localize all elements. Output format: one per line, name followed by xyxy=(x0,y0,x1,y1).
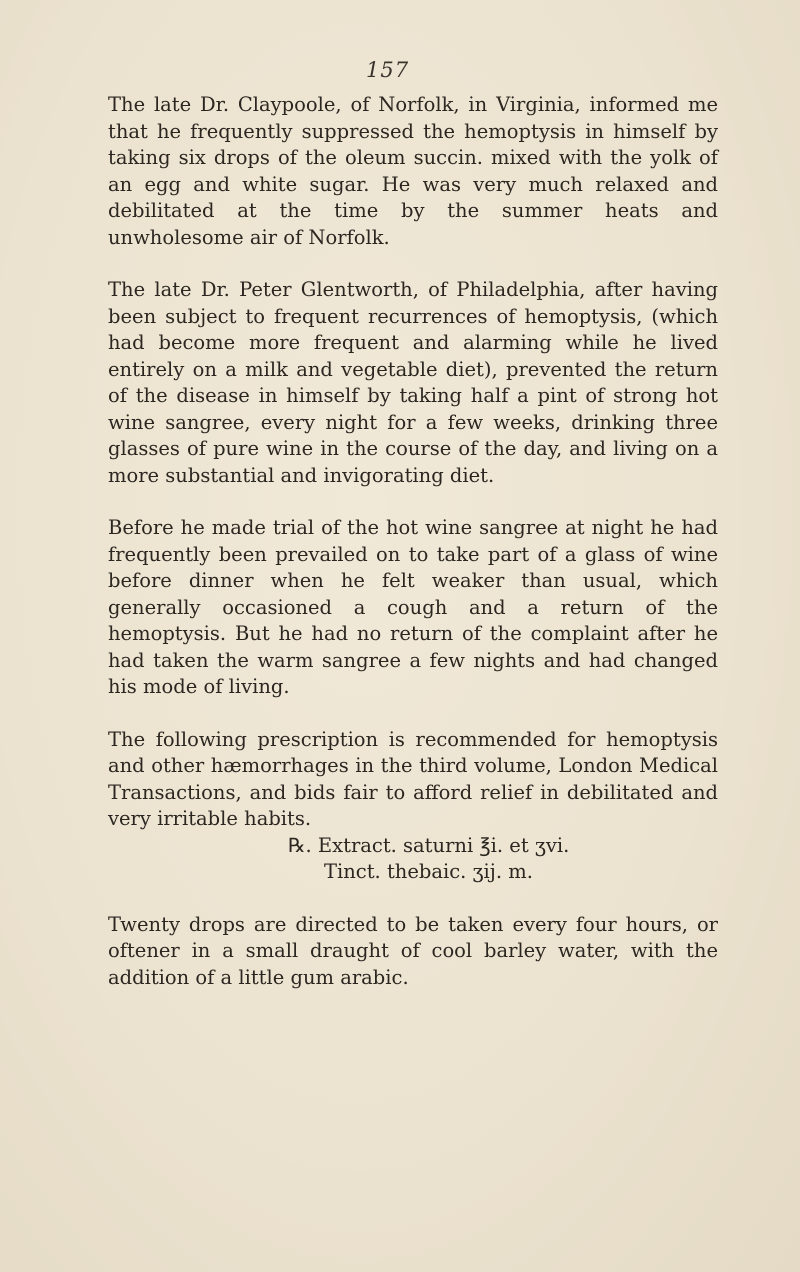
paragraph-glentworth: The late Dr. Peter Glentworth, of Philadelphia, after having been subject to frequent recurrences of hemoptysis, (which had become more frequent and alarming while he lived entirely on a milk and vegetable diet), prevented the return of the disease in himself by taking half a pint of strong hot wine sangree, every night for a few weeks, drinking three glasses of pure wine in the course of the day, and living on a more substantial and invigorating diet. xyxy=(108,278,718,487)
page-number: 157 xyxy=(366,58,410,82)
prescription-line-2: Tinct. thebaic. ʒij. m. xyxy=(324,860,533,883)
paragraph-sangree-trial: Before he made trial of the hot wine sangree at night he had frequently been prevailed on to take part of a glass of wine before dinner when he felt weaker than usual, which generally occasioned a cough and a return of the hemoptysis. But he had no return of the complaint after he had taken the warm sangree a few nights and had changed his mode of living. xyxy=(108,516,718,698)
prescription-line-1: ℞. Extract. saturni ℥i. et ʒvi. xyxy=(288,833,570,857)
paragraph-claypoole: The late Dr. Claypoole, of Norfolk, in Virginia, informed me that he frequently suppressed the hemoptysis in himself by taking six drops of the oleum succin. mixed with the yolk of an egg and white sugar. He was very much relaxed and debilitated at the time by the summer heats and unwholesome air of Norfolk. xyxy=(108,93,718,249)
paragraph-dosage: Twenty drops are directed to be taken every four hours, or oftener in a small draught of cool barley water, with the addition of a little gum arabic. xyxy=(108,912,718,989)
page-body xyxy=(108,92,718,1017)
paragraph-prescription-intro: The following prescription is recommended for hemoptysis and other hæmorrhages in the third volume, London Medical Transactions, and bids fair to afford relief in debilitated and very irritable habits. xyxy=(108,727,718,830)
prescription-block xyxy=(108,833,718,886)
